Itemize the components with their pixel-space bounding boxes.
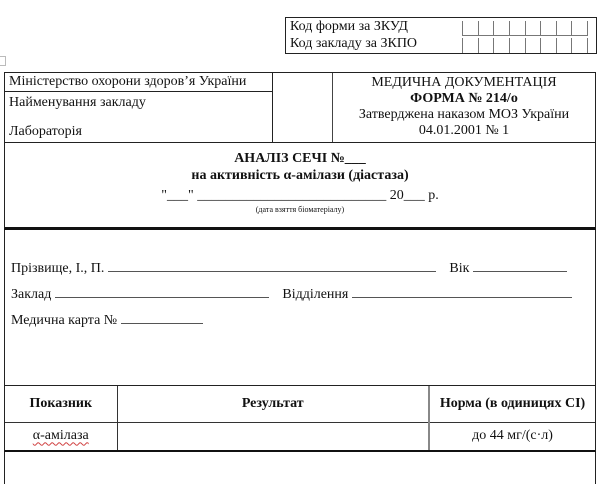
header-norm: Норма (в одиницях СІ) [429, 386, 595, 422]
norm-cell: до 44 мг/(с·л) [429, 422, 595, 450]
department-label: Відділення [282, 287, 349, 302]
medical-card-row [11, 312, 203, 329]
sample-date-hint: (дата взяття біоматеріалу) [255, 205, 345, 214]
analysis-title-block [4, 142, 596, 230]
approval-date: 04.01.2001 № 1 [418, 123, 510, 138]
institution-label: Заклад [11, 287, 52, 302]
analysis-title: АНАЛІЗ СЕЧІ №___ [234, 151, 366, 166]
patient-info-block [4, 230, 596, 385]
institution-field[interactable] [55, 286, 269, 298]
header-result: Результат [117, 386, 429, 422]
medical-card-field[interactable] [121, 312, 203, 324]
indicator-name: α-амілаза [32, 428, 89, 444]
institution-block [5, 73, 273, 142]
patient-name-label: Прізвище, І., П. [11, 261, 105, 276]
medical-card-label: Медична карта № [11, 313, 118, 328]
indicator-cell [5, 422, 117, 450]
header-spacer-cell [273, 73, 333, 142]
sample-date-line[interactable]: "___" ___________________________ 20___ р. [161, 188, 439, 203]
doc-type: МЕДИЧНА ДОКУМЕНТАЦІЯ [371, 75, 557, 90]
form-info-block [333, 73, 595, 142]
table-header-row [5, 386, 595, 422]
institution-code-label: Код закладу за ЗКПО [290, 36, 418, 51]
institution-code-cells[interactable] [462, 38, 588, 53]
form-header [4, 72, 596, 142]
table-move-handle[interactable] [0, 56, 6, 66]
form-number: ФОРМА № 214/о [410, 91, 518, 106]
age-field[interactable] [473, 260, 567, 272]
ministry-name: Міністерство охорони здоров’я України [5, 73, 272, 92]
age-label: Вік [449, 261, 470, 276]
laboratory-label: Лабораторія [9, 124, 82, 139]
form-code-cells[interactable] [462, 21, 588, 36]
institution-name-label: Найменування закладу [9, 95, 146, 110]
notes-area[interactable] [4, 452, 596, 484]
institution-row [11, 286, 572, 303]
patient-name-row [11, 260, 567, 277]
patient-name-field[interactable] [108, 260, 436, 272]
results-table [4, 385, 596, 452]
header-indicator: Показник [5, 386, 117, 422]
approved-by: Затверджена наказом МОЗ України [358, 107, 570, 122]
table-row [5, 422, 595, 450]
department-field[interactable] [352, 286, 572, 298]
analysis-subtitle: на активність α-амілази (діастаза) [191, 168, 409, 183]
form-code-label: Код форми за ЗКУД [290, 19, 408, 34]
result-cell[interactable] [117, 422, 429, 450]
code-box [285, 17, 597, 54]
